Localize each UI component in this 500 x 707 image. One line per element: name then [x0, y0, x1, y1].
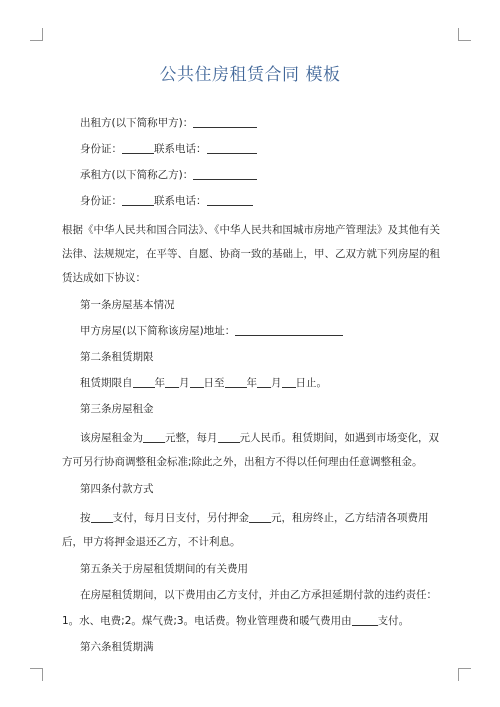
- term-year-label: 年: [154, 377, 165, 389]
- article-4-heading: 第四条付款方式: [80, 483, 154, 495]
- lessor-phone-blank: [207, 141, 257, 154]
- article-2-term-line: [62, 374, 442, 392]
- article-1-address-line: [62, 322, 442, 340]
- fee-payer-blank: [352, 613, 378, 626]
- term-end-year-label: 年: [246, 377, 257, 389]
- lessee-id-line: [62, 192, 442, 210]
- lessor-line: [62, 114, 442, 132]
- term-day-to-label: 日至: [203, 377, 225, 389]
- lessor-id-line: [62, 140, 442, 158]
- address-label: 甲方房屋(以下简称该房屋)地址：: [80, 325, 236, 337]
- article-2-heading: 第二条租赁期限: [80, 351, 154, 363]
- article-6-heading: 第六条租赁期满: [80, 641, 154, 653]
- article-5-fee-list: [62, 612, 442, 630]
- lessor-id-blank: [122, 141, 154, 154]
- term-end-month-label: 月: [271, 377, 282, 389]
- address-blank: [235, 323, 343, 336]
- term-end-day-label: 日止。: [295, 377, 327, 389]
- lessee-label: 承租方(以下简称乙方)：: [80, 169, 194, 181]
- start-month-blank: [165, 375, 179, 388]
- lessor-label: 出租方(以下简称甲方)：: [80, 117, 194, 129]
- rent-total-blank: [143, 430, 165, 443]
- start-year-blank: [133, 375, 155, 388]
- lessor-id-label: 身份证：: [80, 143, 122, 155]
- payment-text-2: 支付，每月日支付，另付押金: [112, 512, 249, 524]
- crop-mark-top-right: [458, 28, 471, 41]
- rent-text-3: 元人民币。租赁期间，如遇到市场变化，双方可另行协商调整租金标准;除此之外，出租方不得以任何理由任意调整租金。: [62, 432, 439, 468]
- start-day-blank: [190, 375, 204, 388]
- rent-monthly-blank: [218, 430, 240, 443]
- article-4-paragraph: [62, 506, 442, 554]
- rent-text-1: 该房屋租金为: [80, 432, 143, 444]
- document-body: [62, 114, 442, 664]
- lessor-blank: [193, 115, 257, 128]
- article-3-heading: 第三条房屋租金: [80, 403, 154, 415]
- payment-text-3: 元，租房终止，乙方结清各项费用后，甲方将押金退还乙方，不计利息。: [62, 512, 429, 548]
- fee-list-text-2: 支付。: [377, 615, 410, 627]
- term-text-start: 租赁期限自: [80, 377, 133, 389]
- crop-mark-top-left: [30, 28, 43, 41]
- lessee-id-blank: [122, 193, 154, 206]
- document-title: 公共住房租赁合同 模板: [159, 65, 341, 85]
- lessor-phone-label: 联系电话：: [154, 143, 207, 155]
- article-3-paragraph: [62, 426, 442, 474]
- article-5-heading: 第五条关于房屋租赁期间的有关费用: [80, 563, 248, 575]
- crop-mark-bottom-right: [458, 668, 471, 681]
- lessee-id-label: 身份证：: [80, 195, 122, 207]
- lessee-phone-blank: [207, 193, 253, 206]
- end-year-blank: [225, 375, 247, 388]
- fee-list-text-1: 1。水、电费;2。煤气费;3。电话费。物业管理费和暖气费用由: [62, 615, 352, 627]
- payment-text-1: 按: [80, 512, 91, 524]
- payment-method-blank: [91, 510, 113, 523]
- crop-mark-bottom-left: [30, 668, 43, 681]
- article-1-heading: 第一条房屋基本情况: [80, 299, 175, 311]
- article-5-intro: 在房屋租赁期间，以下费用由乙方支付，并由乙方承担延期付款的违约责任：: [80, 589, 437, 601]
- lessee-line: [62, 166, 442, 184]
- deposit-blank: [249, 510, 271, 523]
- intro-paragraph: 根据《中华人民共和国合同法》、《中华人民共和国城市房地产管理法》及其他有关法律、法规规定，在平等、自愿、协商一致的基础上，甲、乙双方就下列房屋的租赁达成如下协议：: [62, 224, 440, 284]
- end-day-blank: [282, 375, 296, 388]
- lessee-phone-label: 联系电话：: [154, 195, 207, 207]
- rent-text-2: 元整，每月: [165, 432, 218, 444]
- end-month-blank: [257, 375, 271, 388]
- lessee-blank: [193, 167, 257, 180]
- term-month-label: 月: [179, 377, 190, 389]
